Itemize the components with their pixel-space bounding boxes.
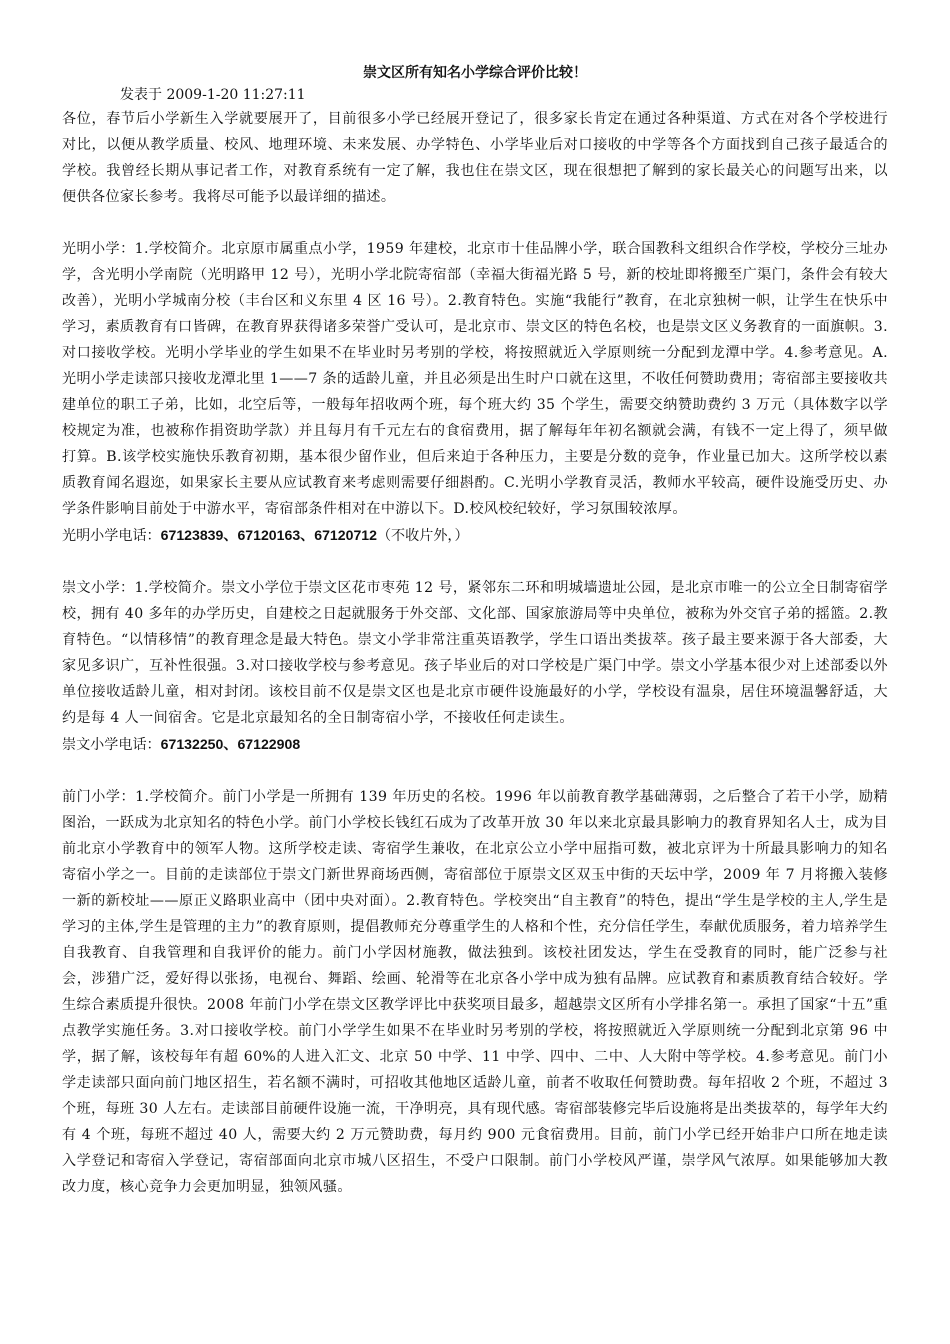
section-guangming: 光明小学：1.学校简介。北京原市属重点小学，1959 年建校，北京市十佳品牌小学，联合国教科文组织合作学校，学校分三址办学，含光明小学南院（光明路甲 12 号），光明小学北院寄宿部（幸福大街福光路 5 号，新的校址即将搬至广渠门，条件会有较大改善），光明小学城南分校（丰台区和义东里 4 区 16 号）。2.教育特色。实施“我能行”教育，在北京独树一帜，让学生在快乐中学习，素质教育有口皆碑，在教育界获得诸多荣誉广受认可，是北京市、崇文区的特色名校，也是崇文区义务教育的一面旗帜。3.对口接收学校。光明小学毕业的学生如果不在毕业时另考别的学校，将按照就近入学原则统一分配到龙潭中学。4.参考意见。A.光明小学走读部只接收龙潭北里 1——7 条的适龄儿童，并且必须是出生时户口就在这里，不收任何赞助费用；寄宿部主要接收共建单位的职工子弟，比如，北空后等，一般每年招收两个班，每个班大约 35 个学生，需要交纳赞助费约 3 万元（具体数字以学校规定为准，也被称作捐资助学款）并且每月有千元左右的食宿费用，据了解每年年初名额就会满，有钱不一定上得了，须早做打算。B.该学校实施快乐教育初期，基本很少留作业，但后来迫于各种压力，主要是分数的竞争，作业量已加大。这所学校以素质教育闻名遐迩，如果家长主要从应试教育来考虑则需要仔细斟酌。C.光明小学教育灵活，教师水平较高，硬件设施受历史、办学条件影响目前处于中游水平，寄宿部条件相对在中游以下。D.校风校纪较好，学习氛围较浓厚。: [62, 241, 888, 517]
guangming-phone: [62, 522, 888, 549]
phone-numbers: 67123839、67120163、67120712: [160, 527, 377, 543]
posted-label: 发表于: [120, 87, 162, 103]
intro-paragraph: 各位，春节后小学新生入学就要展开了，目前很多小学已经展开登记了，很多家长肯定在通过各种渠道、方式在对各个学校进行对比，以便从教学质量、校风、地理环境、未来发展、办学特色、小学毕业后对口接收的中学等各个方面找到自己孩子最适合的学校。我曾经长期从事记者工作，对教育系统有一定了解，我也住在崇文区，现在很想把了解到的家长最关心的问题写出来，以便供各位家长参考。我将尽可能予以最详细的描述。: [62, 111, 888, 205]
phone-label: 崇文小学电话：: [62, 737, 161, 753]
phone-numbers: 67132250、67122908: [160, 736, 301, 752]
section-qianmen: 前门小学：1.学校简介。前门小学是一所拥有 139 年历史的名校。1996 年以前教育教学基础薄弱，之后整合了若干小学，励精图治，一跃成为北京知名的特色小学。前门小学校长钱红石成为了改革开放 30 年以来北京最具影响力的教育界知名人士，成为目前北京小学教育中的领军人物。这所学校走读、寄宿学生兼收，在北京公立小学中屈指可数，被北京评为十所最具影响力的知名寄宿小学之一。目前的走读部位于崇文门新世界商场西侧，寄宿部位于原崇文区双玉中街的天坛中学，2009 年 7 月将搬入装修一新的新校址——原正义路职业高中（团中央对面）。2.教育特色。学校突出“自主教育”的特色，提出“学生是学校的主人,学生是学习的主体,学生是管理的主力”的教育原则，提倡教师充分尊重学生的人格和个性，充分信任学生，奉献优质服务，着力培养学生自我教育、自我管理和自我评价的能力。前门小学因材施教，做法独到。该校社团发达，学生在受教育的同时，能广泛参与社会，涉猎广泛，爱好得以张扬，电视台、舞蹈、绘画、轮滑等在北京各小学中成为独有品牌。应试教育和素质教育结合较好。学生综合素质提升很快。2008 年前门小学在崇文区教学评比中获奖项目最多，超越崇文区所有小学排名第一。承担了国家“十五”重点教学实施任务。3.对口接收学校。前门小学学生如果不在毕业时另考别的学校，将按照就近入学原则统一分配到北京第 96 中学，据了解，该校每年有超 60%的人进入汇文、北京 50 中学、11 中学、四中、二中、人大附中等学校。4.参考意见。前门小学走读部只面向前门地区招生，若名额不满时，可招收其他地区适龄儿童，前者不收取任何赞助费。每年招收 2 个班，不超过 3 个班，每班 30 人左右。走读部目前硬件设施一流，干净明亮，具有现代感。寄宿部装修完毕后设施将是出类拔萃的，每学年大约有 4 个班，每班不超过 40 人，需要大约 2 万元赞助费，每月约 900 元食宿费用。目前，前门小学已经开始非户口所在地走读入学登记和寄宿入学登记，寄宿部面向北京市城八区招生，不受户口限制。前门小学校风严谨，崇学风气浓厚。如果能够加大教改力度，核心竞争力会更加明显，独领风骚。: [62, 789, 888, 1195]
section-chongwen: 崇文小学：1.学校简介。崇文小学位于崇文区花市枣苑 12 号，紧邻东二环和明城墙遗址公园，是北京市唯一的公立全日制寄宿学校，拥有 40 多年的办学历史，自建校之日起就服务于外交部、文化部、国家旅游局等中央单位，被称为外交官子弟的摇篮。2.教育特色。“以情移情”的教育理念是最大特色。崇文小学非常注重英语教学，学生口语出类拔萃。孩子最主要来源于各大部委，大家见多识广，互补性很强。3.对口接收学校与参考意见。孩子毕业后的对口学校是广渠门中学。崇文小学基本很少对上述部委以外单位接收适龄儿童，相对封闭。该校目前不仅是崇文区也是北京市硬件设施最好的小学，学校设有温泉，居住环境温馨舒适，大约是每 4 人一间宿舍。它是北京最知名的全日制寄宿小学，不接收任何走读生。: [62, 580, 888, 726]
posted-time: 2009-1-20 11:27:11: [166, 87, 306, 103]
phone-label: 光明小学电话：: [62, 528, 161, 544]
article-title: 崇文区所有知名小学综合评价比较！: [363, 65, 587, 81]
phone-note: （不收片外，）: [376, 528, 469, 544]
chongwen-phone: [62, 731, 888, 758]
post-meta: [62, 84, 888, 106]
